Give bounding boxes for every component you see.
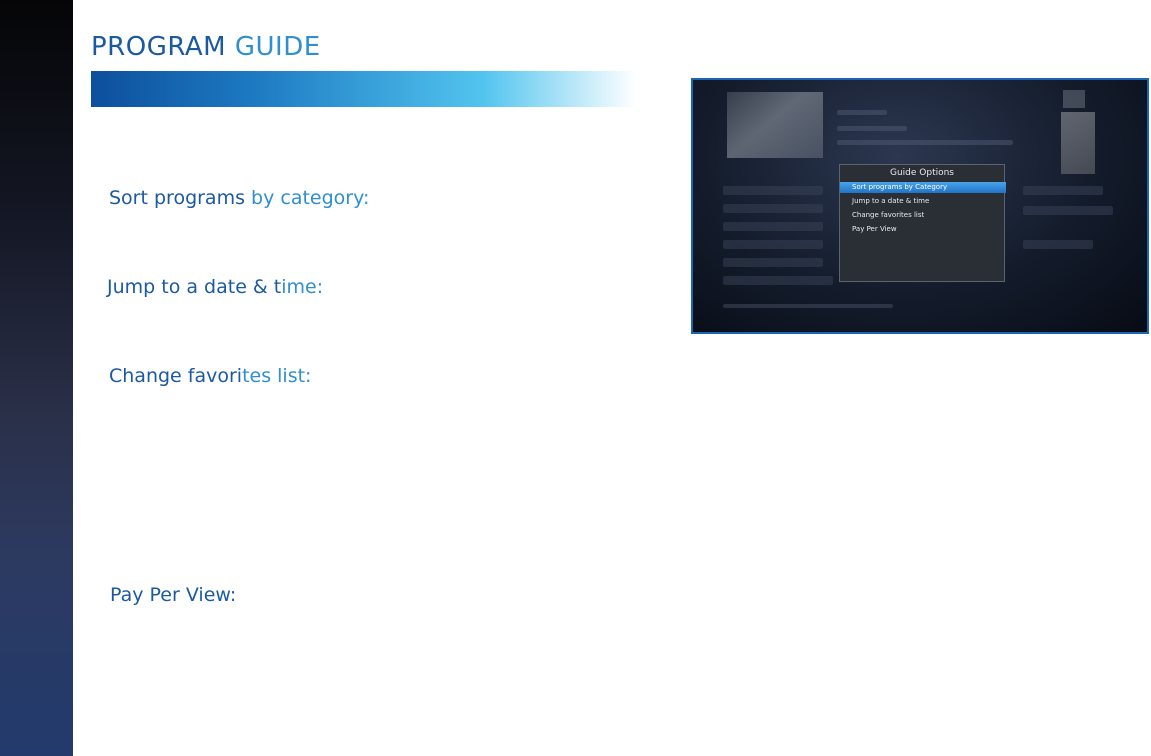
sort-programs-label (109, 186, 369, 210)
side-strip (0, 0, 73, 756)
blurred-thumbnail-left (727, 92, 823, 158)
dialog-title: Guide Options (889, 168, 954, 178)
blurred-thumbnail-right (1061, 112, 1095, 174)
title-part-program: PROGRAM (91, 32, 227, 62)
pay-per-view-label (110, 583, 236, 607)
sort-programs-label-main: Sort programs (109, 187, 245, 209)
guide-options-screenshot (691, 78, 1149, 334)
menu-item-jump[interactable]: Jump to a date & time (852, 197, 930, 205)
blurred-text (837, 140, 1013, 145)
change-favorites-label-main: Change favori (109, 365, 243, 387)
jump-to-date-label-main: Jump to a date & t (107, 276, 282, 298)
page-title (91, 30, 321, 64)
change-favorites-label-rest: tes list: (242, 365, 312, 387)
jump-to-date-label (107, 275, 323, 299)
blurred-guide-row (723, 258, 823, 267)
jump-to-date-label-rest: ime: (281, 276, 324, 298)
blurred-guide-row (1023, 206, 1113, 215)
blurred-guide-row (723, 222, 823, 231)
menu-item-sort[interactable]: Sort programs by Category (840, 182, 1006, 193)
menu-item-ppv[interactable]: Pay Per View (852, 225, 897, 233)
blurred-guide-row (1023, 186, 1103, 195)
blurred-thumbnail-top-right (1063, 90, 1085, 108)
blurred-guide-row (723, 240, 823, 249)
blurred-guide-row (723, 204, 823, 213)
title-gradient-bar (91, 71, 636, 107)
blurred-text (837, 126, 907, 131)
blurred-guide-row (723, 276, 833, 285)
blurred-text (837, 110, 887, 115)
blurred-footer-hints (723, 304, 893, 308)
change-favorites-label (109, 364, 311, 388)
sort-programs-label-rest: by category: (245, 187, 370, 209)
blurred-guide-row (723, 186, 823, 195)
title-part-guide: GUIDE (234, 32, 321, 62)
menu-item-favorites[interactable]: Change favorites list (852, 211, 925, 219)
guide-options-dialog (839, 164, 1005, 282)
pay-per-view-label-text: Pay Per View: (110, 584, 237, 606)
blurred-guide-row (1023, 240, 1093, 249)
